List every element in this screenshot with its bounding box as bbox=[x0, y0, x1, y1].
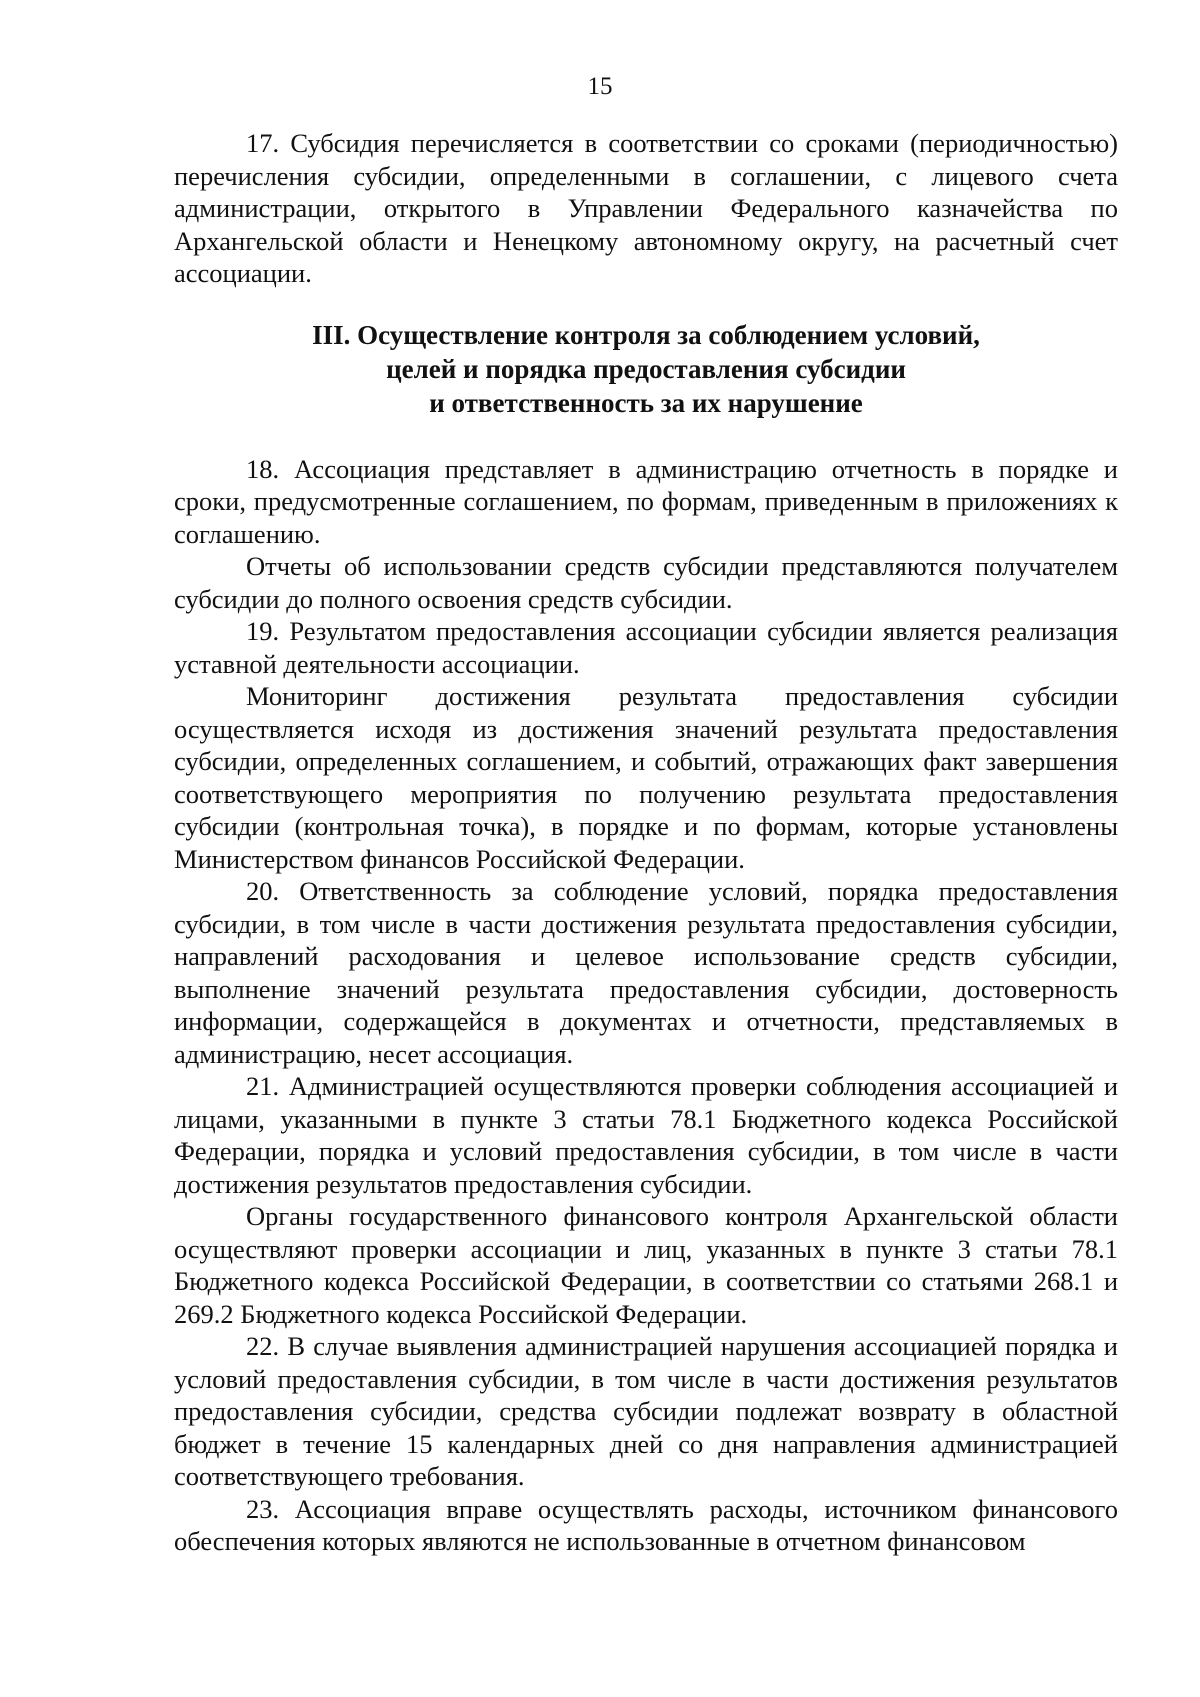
section-heading-line-2: целей и порядка предоставления субсидии bbox=[386, 353, 906, 384]
document-body bbox=[174, 127, 1118, 1558]
page-number: 15 bbox=[587, 73, 613, 100]
section-heading bbox=[174, 318, 1118, 420]
paragraph-18: 18. Ассоциация представляет в администрацию отчетность в порядке и сроки, предусмотренные соглашением, по формам, приведенным в приложениях к соглашению. bbox=[174, 453, 1118, 549]
paragraph-21-control-bodies: Органы государственного финансового контроля Архангельской области осуществляют проверки ассоциации и лиц, указанных в пункте 3 статьи 78.1 Бюджетного кодекса Российской Федерации, в соответствии со статьями 268.1 и 269.2 Бюджетного кодекса Российской Федерации. bbox=[174, 1201, 1118, 1329]
section-heading-line-3: и ответственность за их нарушение bbox=[429, 387, 863, 418]
paragraph-21: 21. Администрацией осуществляются проверки соблюдения ассоциацией и лицами, указанными в пункте 3 статьи 78.1 Бюджетного кодекса Российской Федерации, порядка и условий предоставления субсидии, в том числе в части достижения результатов предоставления субсидии. bbox=[174, 1071, 1118, 1199]
paragraph-18-reports: Отчеты об использовании средств субсидии представляются получателем субсидии до полного освоения средств субсидии. bbox=[174, 551, 1118, 614]
paragraph-19: 19. Результатом предоставления ассоциации субсидии является реализация уставной деятельности ассоциации. bbox=[174, 616, 1118, 679]
paragraph-22: 22. В случае выявления администрацией нарушения ассоциацией порядка и условий предоставления субсидии, в том числе в части достижения результатов предоставления субсидии, средства субсидии подлежат возврату в областной бюджет в течение 15 календарных дней со дня направления администрацией соответствующего требования. bbox=[174, 1331, 1118, 1491]
paragraph-19-monitoring: Мониторинг достижения результата предоставления субсидии осуществляется исходя из достижения значений результата предоставления субсидии, определенных соглашением, и событий, отражающих факт завершения соответствующего мероприятия по получению результата предоставления субсидии (контрольная точка), в порядке и по формам, которые установлены Министерством финансов Российской Федерации. bbox=[174, 681, 1118, 874]
paragraph-20: 20. Ответственность за соблюдение условий, порядка предоставления субсидии, в том числе в части достижения результата предоставления субсидии, направлений расходования и целевое использование средств субсидии, выполнение значений результата предоставления субсидии, достоверность информации, содержащейся в документах и отчетности, представляемых в администрацию, несет ассоциация. bbox=[174, 876, 1118, 1069]
paragraph-17: 17. Субсидия перечисляется в соответствии со сроками (периодичностью) перечисления субсидии, определенными в соглашении, с лицевого счета администрации, открытого в Управлении Федерального казначейства по Архангельской области и Ненецкому автономному округу, на расчетный счет ассоциации. bbox=[174, 128, 1118, 288]
section-heading-line-1: III. Осуществление контроля за соблюдением условий, bbox=[312, 319, 980, 350]
paragraph-23: 23. Ассоциация вправе осуществлять расходы, источником финансового обеспечения которых являются не использованные в отчетном финансовом bbox=[174, 1493, 1118, 1556]
